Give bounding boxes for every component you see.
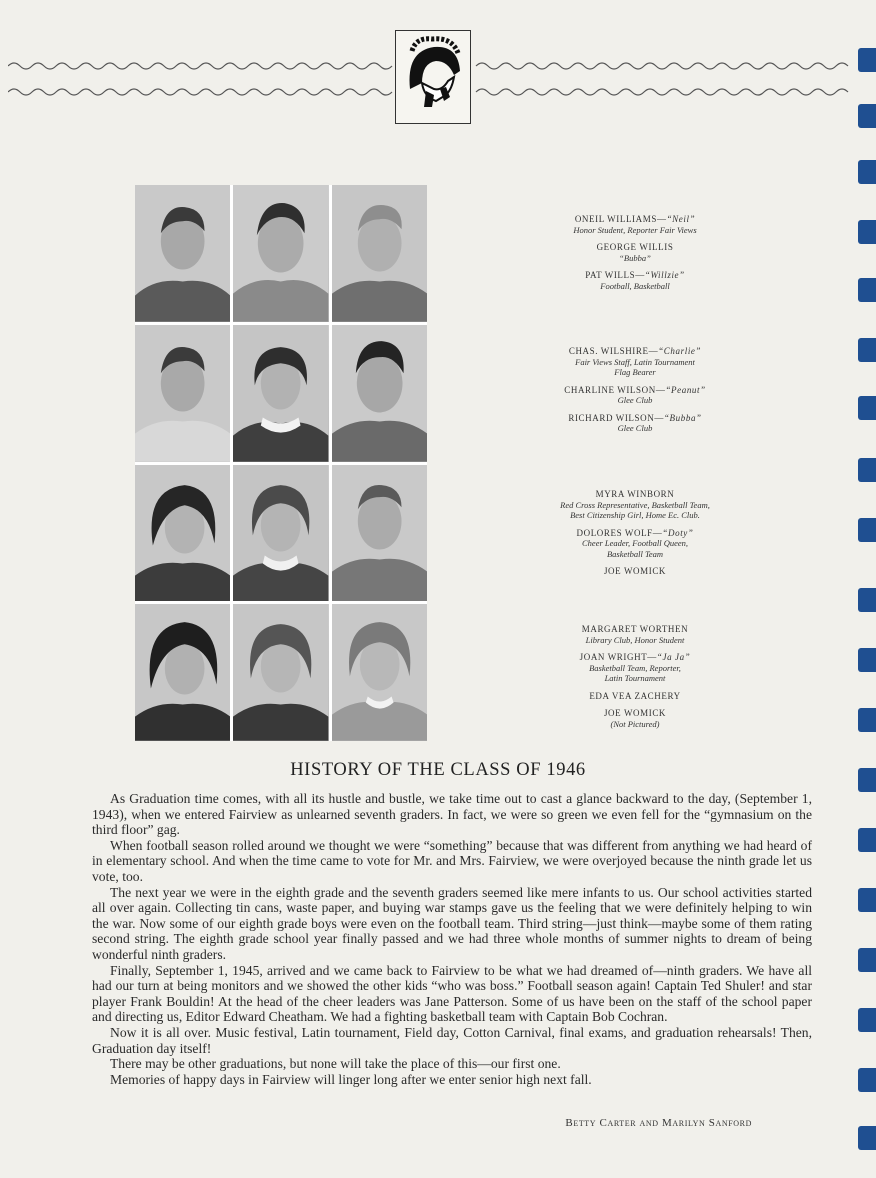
student-photo: [332, 604, 427, 741]
student-caption: RICHARD WILSON—“Bubba” Glee Club: [568, 412, 702, 433]
student-caption: MYRA WINBORN Red Cross Representative, Basketball Team, Best Citizenship Girl, Home Ec. Club.: [560, 489, 710, 520]
student-caption: DOLORES WOLF—“Doty” Cheer Leader, Football Queen, Basketball Team: [576, 527, 694, 559]
student-photo: [332, 465, 427, 602]
caption-group-2: [505, 346, 765, 441]
student-caption: EDA VEA ZACHERY: [589, 690, 681, 701]
history-paragraph: When football season rolled around we thought we were “something” because that was different from anything we had heard of in elementary school. And when the time came to vote for Mr. and Mrs. Fairview, we were overjoyed because the ninth grade let us vote, too.: [92, 837, 812, 884]
authors-signature: Betty Carter and Marilyn Sanford: [565, 1117, 752, 1129]
caption-group-3: [505, 489, 765, 584]
student-caption: ONEIL WILLIAMS—“Neil” Honor Student, Reporter Fair Views: [573, 214, 697, 235]
history-text: [92, 791, 812, 1087]
student-caption: CHAS. WILSHIRE—“Charlie” Fair Views Staff, Latin Tournament Flag Bearer: [568, 346, 702, 377]
emblem-frame: [395, 30, 471, 124]
history-paragraph: Finally, September 1, 1945, arrived and we came back to Fairview to be what we had dreamed of—ninth graders. We have all had our turn at being monitors and we showed the other kids “who was boss.” Football season again! Captain Ted Shuler! and star player Frank Bouldin! At the head of the cheer leaders was Jane Patterson. Some of us have been on the staff of the school paper and directing us, Editor Edward Cheatham. We had a fighting basketball team with Captain Bob Cochran.: [92, 962, 812, 1025]
student-photo: [135, 185, 230, 322]
history-paragraph: There may be other graduations, but none will take the place of this—our first one.: [110, 1056, 561, 1072]
caption-group-1: [505, 214, 765, 298]
history-paragraph: As Graduation time comes, with all its hustle and bustle, we take time out to cast a glance backward to the day, (September 1, 1943), when we entered Fairview as unlearned seventh graders. In fact, we were so green we even fell for the “gymnasium on the third floor” gag.: [92, 791, 812, 838]
student-photo: [332, 185, 427, 322]
spiral-binding: [850, 48, 876, 1178]
student-photo: [135, 604, 230, 741]
student-caption: JOE WOMICK (Not Pictured): [603, 708, 667, 729]
student-caption: CHARLINE WILSON—“Peanut” Glee Club: [564, 384, 706, 405]
student-photo-grid: [135, 185, 427, 741]
student-caption: MARGARET WORTHEN Library Club, Honor Student: [581, 624, 689, 645]
student-photo: [135, 325, 230, 462]
student-photo: [332, 325, 427, 462]
student-caption: PAT WILLS—“Willzie” Football, Basketball: [585, 270, 685, 291]
student-caption: GEORGE WILLIS “Bubba”: [596, 242, 674, 263]
student-photo: [233, 185, 328, 322]
history-paragraph: The next year we were in the eighth grade and the seventh graders seemed like mere infants to us. Our school activities started all over again. Collecting tin cans, waste paper, and buying war stamps gave us the feeling that we were definitely helping to win the war. Now some of our eighth grade boys were even on the football team. Third string—just think—maybe some of them rating second string. The eighth grade school year finally passed and we had three whole months of summer nights to dream of being wonderful ninth graders.: [92, 884, 812, 962]
student-caption: JOAN WRIGHT—“Ja Ja” Basketball Team, Reporter, Latin Tournament: [579, 652, 691, 683]
student-photo: [233, 465, 328, 602]
spartan-helmet-icon: [396, 31, 469, 122]
student-caption: JOE WOMICK: [603, 566, 667, 576]
history-paragraph: Now it is all over. Music festival, Latin tournament, Field day, Cotton Carnival, final exams, and graduation rehearsals! Then, Graduation day itself!: [92, 1024, 812, 1056]
student-photo: [233, 325, 328, 462]
history-paragraph: Memories of happy days in Fairview will linger long after we enter senior high next fall.: [110, 1071, 592, 1087]
student-photo: [233, 604, 328, 741]
student-photo: [135, 465, 230, 602]
history-title: HISTORY OF THE CLASS OF 1946: [290, 760, 586, 780]
caption-group-4: [505, 624, 765, 736]
